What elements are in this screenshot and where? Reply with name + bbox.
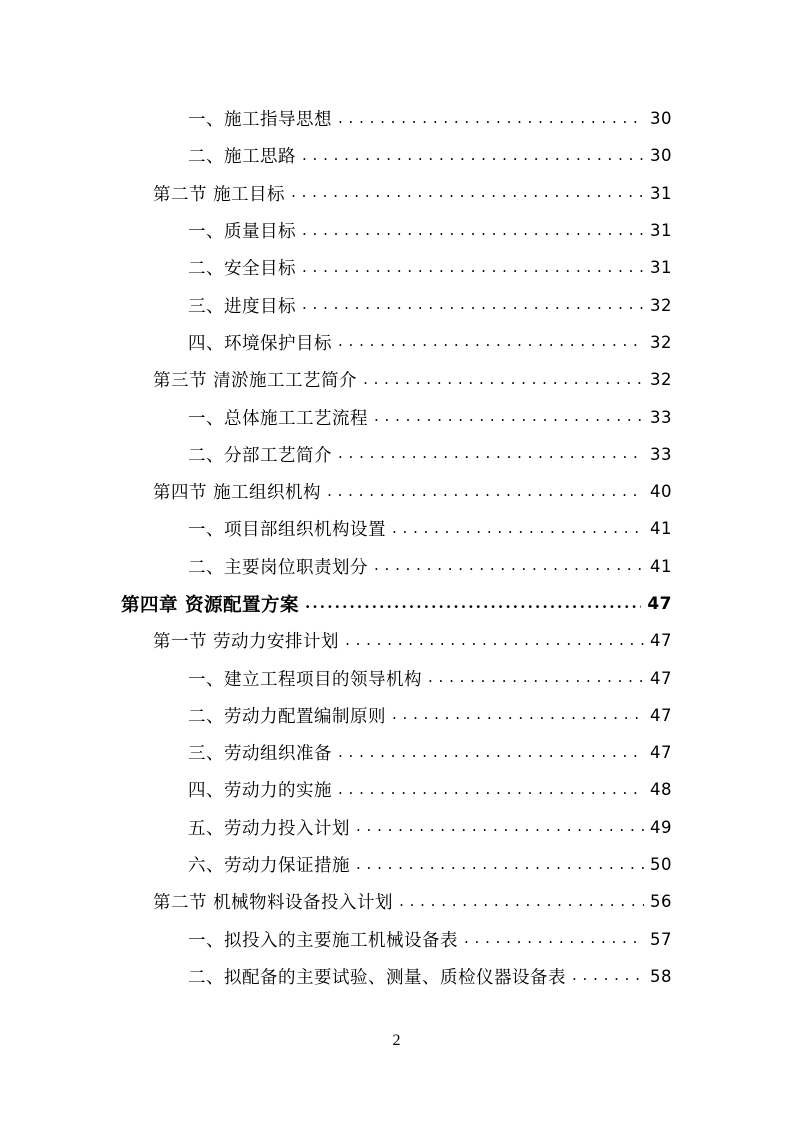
toc-dot-leader (572, 966, 644, 984)
toc-dot-leader (392, 705, 644, 723)
toc-section-entry[interactable] (0, 361, 793, 398)
toc-dot-leader (345, 631, 644, 649)
toc-entry-title: 第四章 资源配置方案 (121, 594, 299, 616)
toc-entry-title: 四、劳动力的实施 (188, 781, 332, 802)
toc-entry-title: 一、总体施工工艺流程 (188, 408, 368, 429)
toc-entry-page-number: 47 (650, 668, 672, 688)
toc-section-entry[interactable] (0, 622, 793, 659)
toc-subsection-entry[interactable] (0, 324, 793, 361)
toc-entry-title: 二、主要岗位职责划分 (188, 557, 368, 578)
toc-dot-leader (305, 594, 641, 612)
toc-subsection-entry[interactable] (0, 921, 793, 958)
toc-entry-page-number: 33 (650, 407, 672, 427)
toc-entry-title: 一、建立工程项目的领导机构 (188, 669, 422, 690)
toc-entry-title: 二、劳动力配置编制原则 (188, 706, 386, 727)
toc-dot-leader (356, 817, 644, 835)
toc-dot-leader (428, 668, 644, 686)
toc-subsection-entry[interactable] (0, 846, 793, 883)
toc-entry-title: 一、施工指导思想 (188, 110, 332, 131)
toc-chapter-entry[interactable] (0, 585, 793, 622)
toc-entry-title: 第三节 清淤施工工艺简介 (153, 371, 358, 392)
toc-subsection-entry[interactable] (0, 659, 793, 696)
toc-entry-page-number: 48 (650, 780, 672, 800)
toc-section-entry[interactable] (0, 175, 793, 212)
toc-entry-page-number: 31 (650, 183, 672, 203)
toc-dot-leader (374, 556, 644, 574)
toc-entry-title: 五、劳动力投入计划 (188, 818, 350, 839)
toc-dot-leader (399, 892, 644, 910)
toc-entry-title: 一、质量目标 (188, 222, 296, 243)
toc-entry-page-number: 49 (650, 817, 672, 837)
toc-subsection-entry[interactable] (0, 697, 793, 734)
toc-entry-title: 四、环境保护目标 (188, 333, 332, 354)
toc-subsection-entry[interactable] (0, 100, 793, 137)
toc-entry-page-number: 32 (650, 370, 672, 390)
toc-dot-leader (356, 855, 644, 873)
toc-subsection-entry[interactable] (0, 809, 793, 846)
toc-entry-page-number: 57 (650, 929, 672, 949)
toc-entry-page-number: 47 (650, 705, 672, 725)
toc-dot-leader (363, 370, 644, 388)
toc-subsection-entry[interactable] (0, 286, 793, 323)
toc-dot-leader (338, 444, 644, 462)
table-of-contents (0, 100, 793, 995)
toc-entry-page-number: 30 (650, 109, 672, 129)
toc-subsection-entry[interactable] (0, 510, 793, 547)
toc-subsection-entry[interactable] (0, 137, 793, 174)
toc-entry-title: 第一节 劳动力安排计划 (153, 632, 340, 653)
toc-subsection-entry[interactable] (0, 771, 793, 808)
toc-subsection-entry[interactable] (0, 548, 793, 585)
toc-dot-leader (302, 221, 644, 239)
toc-section-entry[interactable] (0, 473, 793, 510)
toc-entry-title: 六、劳动力保证措施 (188, 856, 350, 877)
toc-dot-leader (464, 929, 644, 947)
toc-entry-page-number: 33 (650, 444, 672, 464)
toc-entry-title: 第四节 施工组织机构 (153, 483, 322, 504)
toc-dot-leader (392, 519, 644, 537)
toc-entry-page-number: 30 (650, 146, 672, 166)
toc-subsection-entry[interactable] (0, 212, 793, 249)
toc-entry-page-number: 32 (650, 332, 672, 352)
toc-entry-title: 二、安全目标 (188, 259, 296, 280)
toc-subsection-entry[interactable] (0, 398, 793, 435)
toc-dot-leader (338, 332, 644, 350)
toc-entry-page-number: 50 (650, 855, 672, 875)
page-number: 2 (392, 1032, 401, 1049)
toc-entry-title: 第二节 机械物料设备投入计划 (153, 893, 394, 914)
toc-entry-title: 二、分部工艺简介 (188, 445, 332, 466)
toc-dot-leader (374, 407, 644, 425)
toc-dot-leader (338, 109, 644, 127)
toc-entry-page-number: 32 (650, 295, 672, 315)
toc-entry-page-number: 41 (650, 556, 672, 576)
toc-entry-title: 三、劳动组织准备 (188, 744, 332, 765)
toc-dot-leader (302, 295, 644, 313)
toc-entry-page-number: 47 (647, 593, 672, 614)
toc-subsection-entry[interactable] (0, 734, 793, 771)
toc-entry-page-number: 58 (650, 966, 672, 986)
toc-dot-leader (302, 258, 644, 276)
toc-entry-page-number: 56 (650, 892, 672, 912)
toc-subsection-entry[interactable] (0, 958, 793, 995)
toc-entry-title: 二、拟配备的主要试验、测量、质检仪器设备表 (188, 967, 566, 988)
toc-entry-page-number: 40 (650, 482, 672, 502)
toc-dot-leader (302, 146, 644, 164)
toc-entry-page-number: 31 (650, 221, 672, 241)
toc-section-entry[interactable] (0, 883, 793, 920)
toc-dot-leader (327, 482, 644, 500)
toc-subsection-entry[interactable] (0, 249, 793, 286)
toc-dot-leader (338, 780, 644, 798)
toc-subsection-entry[interactable] (0, 436, 793, 473)
toc-entry-page-number: 47 (650, 743, 672, 763)
toc-entry-page-number: 31 (650, 258, 672, 278)
toc-entry-page-number: 41 (650, 519, 672, 539)
toc-entry-title: 一、项目部组织机构设置 (188, 520, 386, 541)
toc-entry-title: 一、拟投入的主要施工机械设备表 (188, 930, 458, 951)
toc-entry-title: 第二节 施工目标 (153, 184, 286, 205)
toc-entry-title: 二、施工思路 (188, 147, 296, 168)
toc-entry-title: 三、进度目标 (188, 296, 296, 317)
toc-entry-page-number: 47 (650, 631, 672, 651)
toc-dot-leader (338, 743, 644, 761)
toc-dot-leader (291, 183, 644, 201)
